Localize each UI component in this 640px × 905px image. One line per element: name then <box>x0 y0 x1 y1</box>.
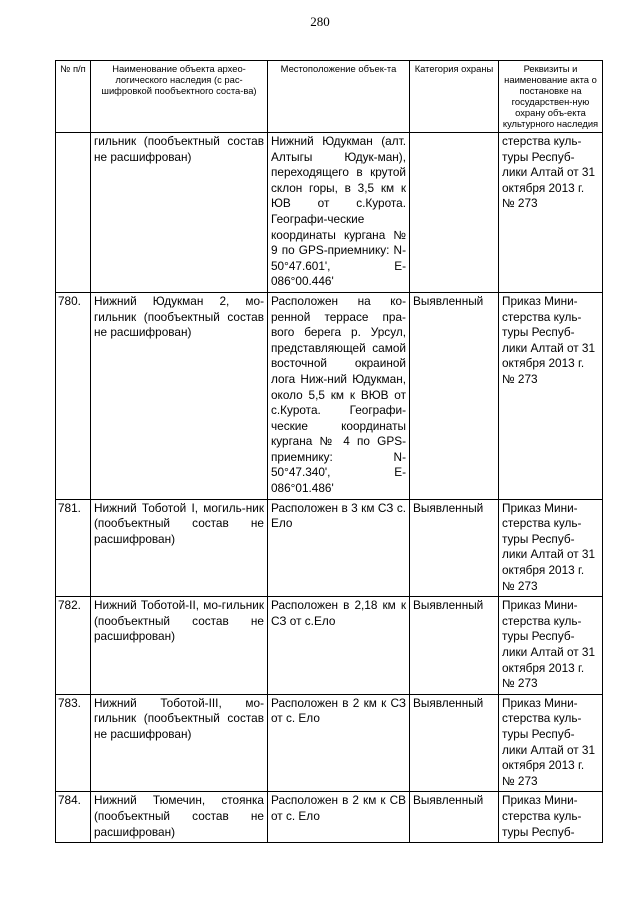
row-requisites: Приказ Мини-стерства куль-туры Респуб-лики Алтай от 31 октября 2013 г. № 273 <box>499 597 603 695</box>
row-location: Расположен в 2 км к СЗ от с. Ело <box>268 694 410 792</box>
row-requisites: Приказ Мини-стерства куль-туры Респуб-лики Алтай от 31 октября 2013 г. № 273 <box>499 499 603 597</box>
table-row <box>56 597 603 695</box>
header-num: № п/п <box>56 61 91 133</box>
row-name: Нижний Тоботой I, могиль-ник (пообъектный состав не расшифрован) <box>91 499 268 597</box>
row-num: 784. <box>56 792 91 843</box>
row-category <box>410 133 499 293</box>
row-category: Выявленный <box>410 597 499 695</box>
header-requisites: Реквизиты и наименование акта о постановке на государствен-ную охрану объ-екта культурного наследия <box>499 61 603 133</box>
row-name: Нижний Юдукман 2, мо-гильник (пообъектный состав не расшифрован) <box>91 292 268 499</box>
table-row <box>56 292 603 499</box>
row-location: Расположен в 2 км к СВ от с. Ело <box>268 792 410 843</box>
table-row <box>56 694 603 792</box>
row-num: 782. <box>56 597 91 695</box>
row-requisites: стерства куль-туры Респуб-лики Алтай от 31 октября 2013 г. № 273 <box>499 133 603 293</box>
row-location: Расположен на ко-ренной террасе пра-вого берега р. Урсул, представляющей самой восточной окраиной лога Ниж-ний Юдукман, около 5,5 км к ВЮВ от с.Курота. Географи-ческие координаты кургана № 4 по GPS-приемнику: N-50°47.340', E-086°01.486' <box>268 292 410 499</box>
row-location: Расположен в 3 км СЗ с. Ело <box>268 499 410 597</box>
row-requisites: Приказ Мини-стерства куль-туры Респуб-лики Алтай от 31 октября 2013 г. № 273 <box>499 292 603 499</box>
table-row <box>56 133 603 293</box>
row-name: Нижний Тюмечин, стоянка (пообъектный состав не расшифрован) <box>91 792 268 843</box>
row-category: Выявленный <box>410 792 499 843</box>
row-category: Выявленный <box>410 292 499 499</box>
page-number: 280 <box>310 14 330 29</box>
row-category: Выявленный <box>410 499 499 597</box>
row-num: 781. <box>56 499 91 597</box>
heritage-table <box>55 60 603 843</box>
header-location: Местоположение объек-та <box>268 61 410 133</box>
row-num <box>56 133 91 293</box>
row-location: Нижний Юдукман (алт. Алтыгы Юдук-ман), переходящего в крутой склон горы, в 3,5 км к ЮВ от с.Курота. Географи-ческие координаты кургана № 9 по GPS-приемнику: N-50°47.601', E-086°00.446' <box>268 133 410 293</box>
table-row <box>56 499 603 597</box>
row-num: 783. <box>56 694 91 792</box>
row-requisites: Приказ Мини-стерства куль-туры Респуб- <box>499 792 603 843</box>
table-header-row <box>56 61 603 133</box>
row-name: Нижний Тоботой-III, мо-гильник (пообъектный состав не расшифрован) <box>91 694 268 792</box>
row-name: гильник (пообъектный состав не расшифрован) <box>91 133 268 293</box>
row-location: Расположен в 2,18 км к СЗ от с.Ело <box>268 597 410 695</box>
row-num: 780. <box>56 292 91 499</box>
header-category: Категория охраны <box>410 61 499 133</box>
row-category: Выявленный <box>410 694 499 792</box>
header-name: Наименование объекта архео-логического наследия (с рас-шифровкой пообъектного соста-ва) <box>91 61 268 133</box>
row-requisites: Приказ Мини-стерства куль-туры Респуб-лики Алтай от 31 октября 2013 г. № 273 <box>499 694 603 792</box>
row-name: Нижний Тоботой-II, мо-гильник (пообъектный состав не расшифрован) <box>91 597 268 695</box>
table-row <box>56 792 603 843</box>
